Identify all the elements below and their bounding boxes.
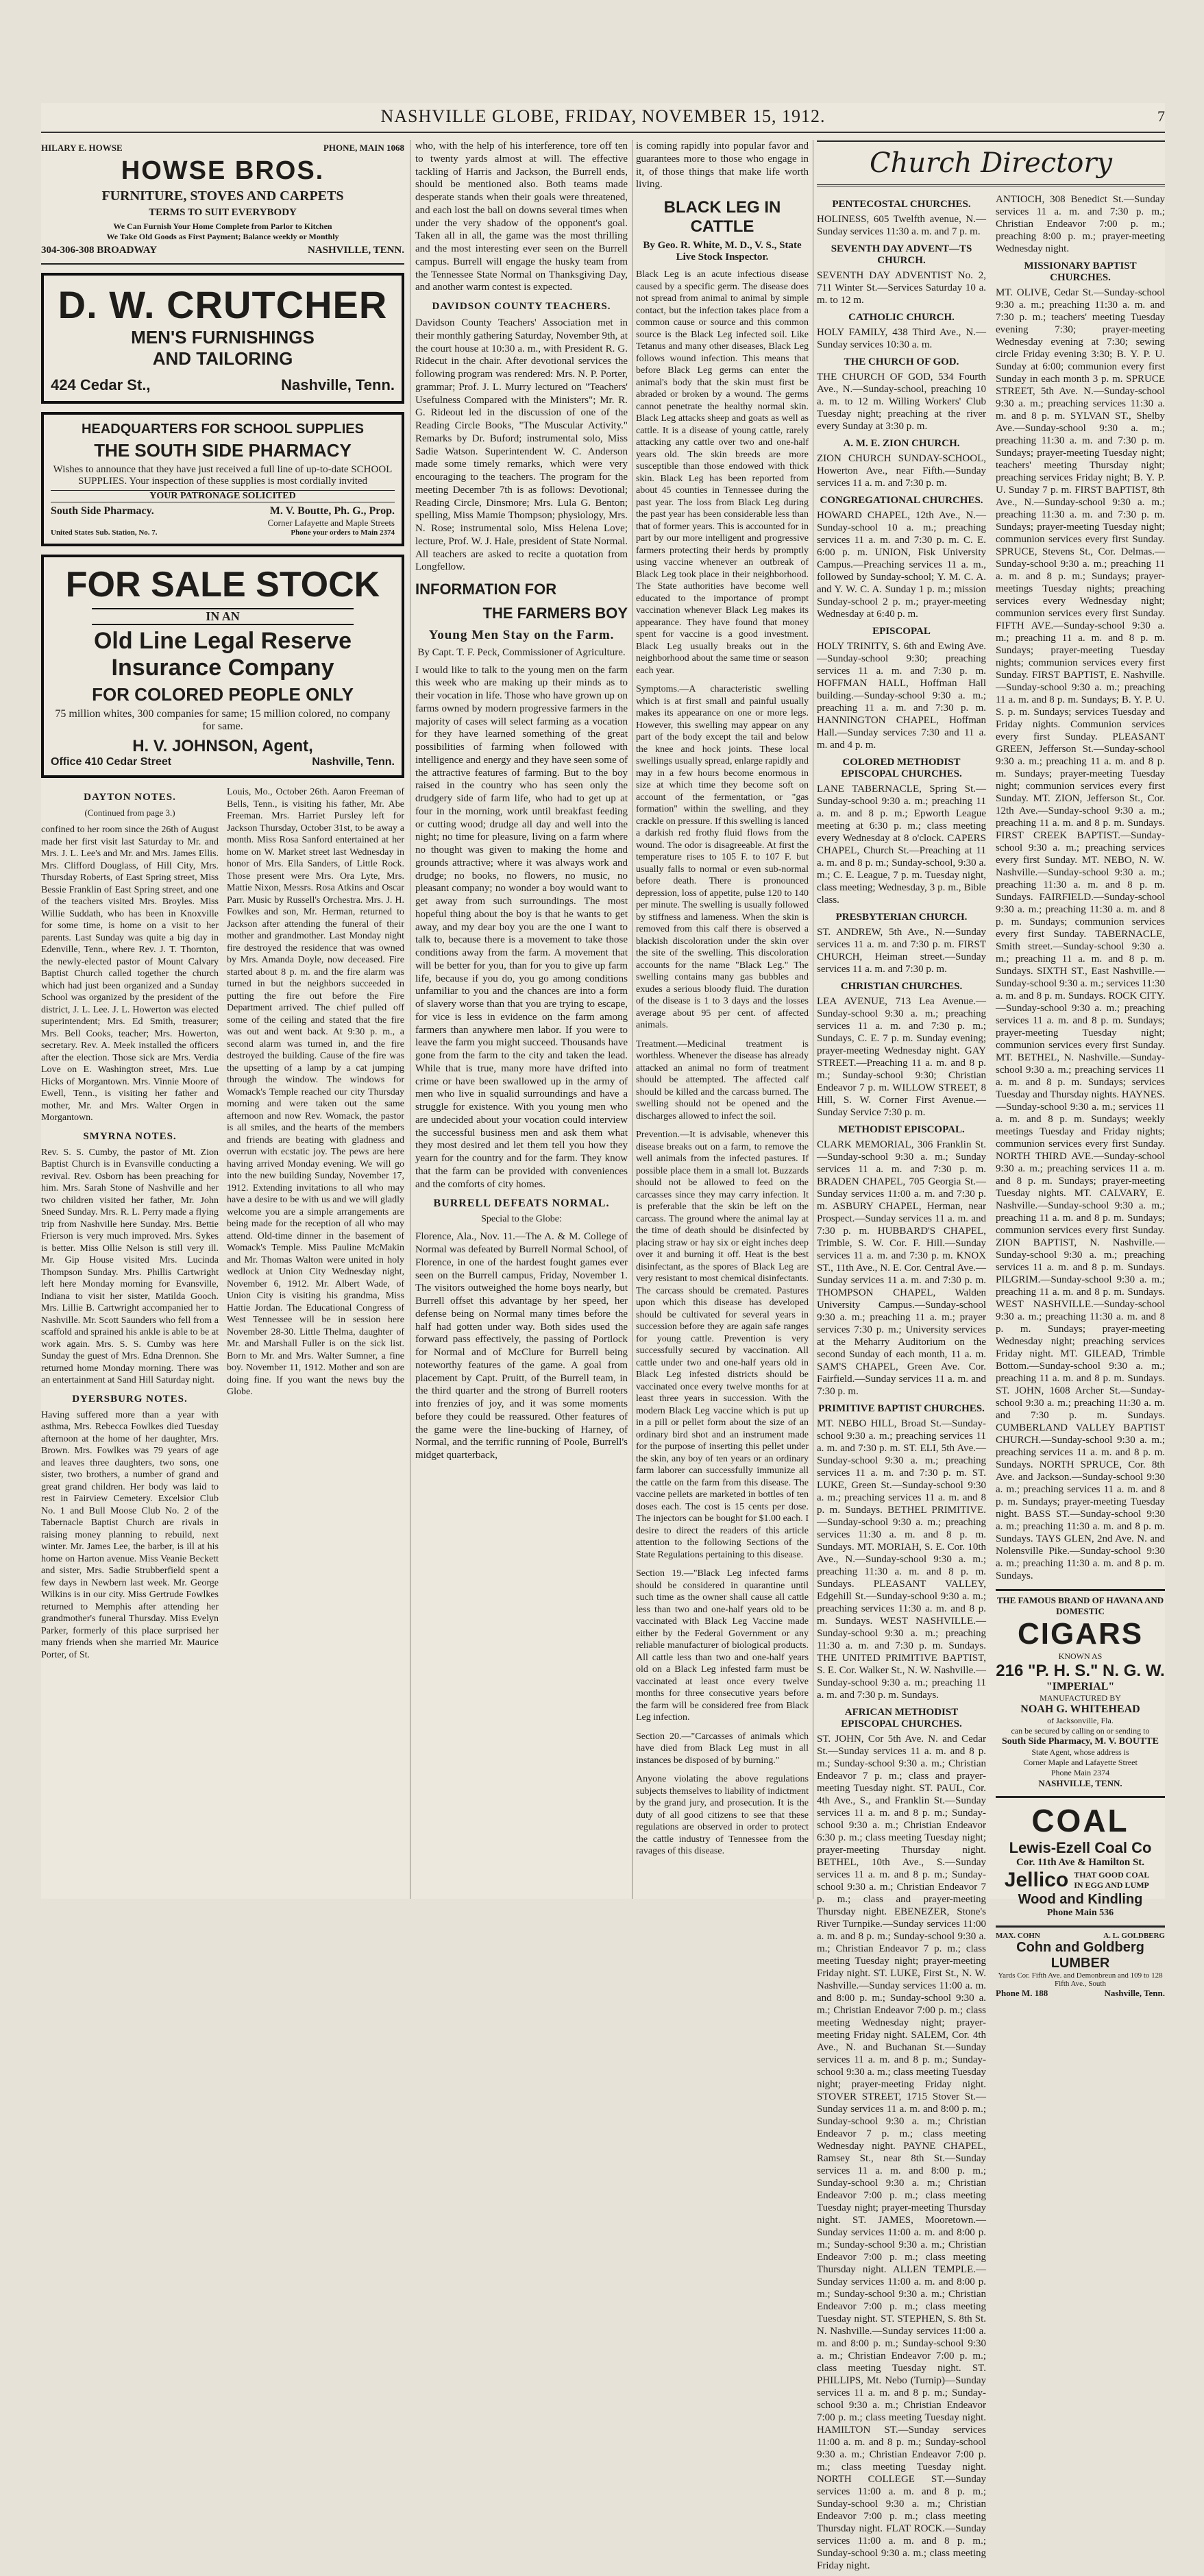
- crutcher-line1: MEN'S FURNISHINGS: [131, 327, 315, 348]
- dayton-text: confined to her room since the 26th of August made her first visit last Saturday to Mr. and Mrs. J. L. Lee's and Mr. and Mrs. James Ellis. Mrs. Clifford Douglass, of Hill City, Mrs. Thursday Roberts, of East Spring street, Miss Bessie Franklin of East Spring street, and one of the teachers visited Mrs. Broyles. Miss Willie Suddath, who has been in Knoxville for some time, is home on a visit to her parents. Last Sunday was quite a big day in Edenville, Tenn., where Rev. J. T. Thornton, the newly-elected pastor of Mount Calvary Baptist Church called together the church which had just been organized and a Sunday School was organized by the president of the district, J. L. Lee. J. L. Howerton was elected superintendent; Mrs. Ed Smith, treasurer; Mrs. Bell Cooks, teacher; Mrs. Howerton, secretary. Rev. A. Meek installed the officers after the election. Those sick are Mrs. Verdia Love on E. Washington street, Mrs. Lue Hicks of Morgantown. Mrs. Vinnie Moore of Ewell, Tenn., is visiting her father and mother, Mr. and Mrs. Walter Orgen in Morgantown.: [41, 825, 219, 1123]
- burrell-title: BURRELL DEFEATS NORMAL.: [433, 1198, 610, 1210]
- lumber-l1: Cohn and Goldberg: [1016, 1940, 1144, 1955]
- pharmacy-right: M. V. Boutte, Ph. G., Prop.: [269, 505, 395, 517]
- davidson-title: DAVIDSON COUNTY TEACHERS.: [432, 301, 611, 312]
- dyersburg-continued: Louis, Mo., October 26th. Aaron Freeman of Bells, Tenn., is visiting his father, Mr. Abe Freeman. Mrs. Harriet Pursley left for Jackson Thursday, October 31st, to be away a month. Miss Rosa Sanford entertained at her home on W. Market street last Wednesday in honor of Mrs. Ella Sanders, of Little Rock. Those present were Mrs. Ora Lyte, Mrs. Mattie Nixon, Messrs. Rosa Atkins and Oscar Parr. Music by Russell's Orchestra. Mrs. J. H. Fowlkes and son, Mr. Herman, returned to Jackson after attending the funeral of their mother and grandmother. Last Monday night fire destroyed the residence that was owned by Mrs. Amanda Doyle, now deceased. Fire started about 8 p. m. and the fire alarm was turned in but the neighbors succeeded in putting the fire out before the Fire Department arrived. The chief pulled off some of the ceiling and stated that the fire was out and went back. At 9:30 p. m., a second alarm was turned in, and the fire destroyed the building. Cause of the fire was the upsetting of a lamp by a cat jumping through the window. The windows for Womack's Temple reached our city Thursday morning and were taken out the same afternoon and now Rev. Womack, the pastor is all smiles, and the hearts of the members and friends are beating with gladness and overrun with ecstatic joy. The pews are here having arrived Monday evening. We will go into the new building Sunday, November 17, 1912. Extending invitations to all who may have a desire to be with us and we will gladly welcome you are a simple arrangements are being made for the reception of all who may attend. Old-time dinner in the basement of Womack's Temple. Miss Pauline McMakin and Mr. Thomas Walton were united in holy wedlock at Union City Wednesday night, November 6, 1912. Mr. Albert Wade, of Union City is visiting his grandma, Miss Hattie Jordan. The Educational Congress of West Tennessee will be in session here November 28-30. Little Thelma, daughter of Mr. and Marshall Fuller is on the sick list. Born to Mr. and Mrs. Walter Sumner, a fine boy. November 11, 1912. Mother and son are doing fine. If you want the news buy the Globe.: [227, 787, 404, 1397]
- insurance-ad: [41, 555, 404, 778]
- lumber-left: MAX. COHN: [996, 1932, 1040, 1940]
- ame-zion-entries: ZION CHURCH SUNDAY-SCHOOL, Howerton Ave., near Fifth.—Sunday services 11 a. m. and 7:30 p. m.: [817, 453, 986, 489]
- blackleg-symptoms: Symptoms.—A characteristic swelling which is at first small and painful usually makes its appearance on one or more legs. However, this swelling may appear on any part of the body except the tail and below the knee and hock joints. These local swellings usually spread, enlarge rapidly and may in a few hours become enormous in size at which time they become soft on account of the fermentation, or "gas formation" within the swelling, and they crackle on pressure. If this swelling is lanced a darkish red frothy fluid flows from the wound. The odor is disagreeable. At first the temperature rises to 105 F. to 107 F. but usually falls to normal or even sub-normal before death. There is pronounced depression, loss of appetite, pulse 120 to 140 per minute. The swelling is usually followed by stiffness and lameness. When the skin is removed from this calf there is observed a blackish discoloration under the skin over the site of the swelling. This discoloration accounts for the name "Black Leg." The swelling contains many gas bubbles and exudes a serious bloody fluid. The duration of the disease is 1 to 3 days and the losses average about 95 per cent. of affected animals.: [636, 684, 809, 1031]
- crutcher-address: 424 Cedar St.,: [51, 376, 151, 393]
- crutcher-ad: [41, 273, 404, 404]
- crutcher-name: D. W. CRUTCHER: [58, 283, 388, 326]
- insurance-city: Nashville, Tenn.: [312, 756, 395, 768]
- howse-address: 304-306-308 BROADWAY: [41, 245, 158, 256]
- dyersburg-title: DYERSBURG NOTES.: [72, 1393, 188, 1405]
- cme-entries: LANE TABERNACLE, Spring St.—Sunday-school 9:30 a. m.; preaching 11 a. m. and 8 p. m.; Epworth League meeting at 6:30 p. m.; class meeting every Wednesday at 8 o'clock. CAPERS CHAPEL, Church St.—Preaching at 11 a. m. and 8 p. m.; Sunday-school, 9:30 a. m.; C. E. League, 7 p. m. Tuesday night, class meeting; Wednesday, 3 p. m., Bible class.: [817, 783, 986, 906]
- ame-entries: ST. JOHN, Cor 5th Ave. N. and Cedar St.—Sunday services 11 a. m. and 8 p. m.; Sunday-school 9:30 a. m.; Christian Endeavor 7 p. m.; class and prayer-meeting Tuesday night. ST. PAUL, Cor. 4th Ave., S., and Franklin St.—Sunday services 11 a. m. and 8 p. m.; Sunday-school 9:30 a. m.; Christian Endeavor 6:30 p. m.; class meeting Tuesday night; prayer-meeting Thursday night. BETHEL, 10th Ave., S.—Sunday services 11 a. m. and 8 p. m.; Sunday-school 9:30 a. m.; Christian Endeavor 7 p. m.; class and prayer-meeting Thursday night. EBENEZER, Stone's River Turnpike.—Sunday services 11:00 a. m. and 8 p. m.; Sunday-school 9:30 a. m.; Christian Endeavor 7 p. m.; class meeting Tuesday night; prayer-meeting Friday night. ST. LUKE, First St., N. W. Nashville.—Sunday services 11:00 a. m. and 8:00 p. m.; Sunday-school 9:30 a. m.; Christian Endeavor 7:00 p. m.; class meeting Wednesday night; prayer-meeting Friday night. SALEM, Cor. 4th Ave., N. and Buchanan St.—Sunday services 11 a. m. and 8 p. m.; Sunday-school 9:30 a. m.; class meeting Tuesday night; prayer-meeting Friday night. STOVER STREET, 1715 Stover St.—Sunday services 11 a. m. and 8:00 p. m.; Sunday-school 9:30 a. m.; Christian Endeavor 7 p. m.; class meeting Wednesday night. PAYNE CHAPEL, Ramsey St., near 8th St.—Sunday services 11 a. m. and 8:00 p. m.; Sunday-school 9:30 a. m.; Christian Endeavor 7:00 p. m.; class meeting Tuesday night; prayer-meeting Thursday night. ST. JAMES, Mooretown.—Sunday services 11:00 a. m. and 8:00 p. m.; Sunday-school 9:30 a. m.; Christian Endeavor 7:00 p. m.; class meeting Thursday night. ALLEN TEMPLE.—Sunday services 11:00 a. m. and 8:00 p. m.; Sunday-school 9:30 a. m.; Christian Endeavor 7:00 p. m.; class meeting Tuesday night. ST. STEPHEN, S. 8th St. N. Nashville.—Sunday services 11:00 a. m. and 8:00 p. m.; Sunday-school 9:30 a. m.; Christian Endeavor 7:00 p. m.; class meeting Tuesday night. ST. PHILLIPS, Mt. Nebo (Turnip)—Sunday services 11 a. m. and 8 p. m.; Sunday-school 9:30 a. m.; Christian Endeavor 7:00 p. m.; class meeting Tuesday night. HAMILTON ST.—Sunday services 11:00 a. m. and 8 p. m.; Sunday-school 9:30 a. m.; Christian Endeavor 7:00 p. m.; class meeting Tuesday night. NORTH COLLEGE ST.—Sunday services 11:00 a. m. and 8 p. m.; Sunday-school 9:30 a. m.; Christian Endeavor 7:00 p. m.; class meeting Thursday night. FLAT ROCK.—Sunday services 11:00 a. m. and 8 p. m.; Sunday-school 9:30 a. m.; class meeting Friday night.: [817, 1734, 986, 2571]
- methodist-episcopal-heading: METHODIST EPISCOPAL.: [838, 1124, 965, 1135]
- info-headline-2: THE FARMERS BOY: [482, 605, 628, 622]
- howse-line3: We Can Furnish Your Home Complete from Parlor to Kitchen: [113, 221, 332, 231]
- cigars-l14: NASHVILLE, TENN.: [1038, 1778, 1122, 1788]
- pharmacy-name: THE SOUTH SIDE PHARMACY: [94, 440, 352, 461]
- cigars-l11: State Agent, whose address is: [1031, 1747, 1129, 1757]
- crutcher-line2: AND TAILORING: [152, 348, 293, 369]
- cigars-l6: MANUFACTURED BY: [1040, 1693, 1121, 1703]
- burrell-text: Florence, Ala., Nov. 11.—The A. & M. College of Normal was defeated by Burrell Normal School, of Florence, in one of the hardest fought games ever seen on the Burrell campus, Friday, November 1. The visitors outweighed the home boys nearly, but Burrell offset this advantage by her speed, her defense being on Normal many times before the half had gotten under way. Both sides used the forward pass effectively, the passing of Portlock for Normal and of McClure for Burrell being noteworthy features of the game. A goal from placement by Capt. Pruitt, of the Burrell team, in the third quarter and the strong of Burrell rooters into frenzies of joy, and it was some moments before they could be reassured. Other features of the game were the line-bucking of Harney, of Normal, and the terrific running of Poole, Burrell's midget quarterback,: [415, 1231, 628, 1461]
- cigars-l7: NOAH G. WHITEHEAD: [1020, 1703, 1140, 1715]
- column-3: [636, 140, 809, 1899]
- ame-heading: AFRICAN METHODIST EPISCOPAL CHURCHES.: [841, 1707, 962, 1729]
- pharmacy-solicit: YOUR PATRONAGE SOLICITED: [51, 490, 395, 502]
- cigars-l8: of Jacksonville, Fla.: [1047, 1716, 1114, 1725]
- news-columns: [41, 786, 404, 1668]
- antioch-entry: ANTIOCH, 308 Benedict St.—Sunday services 11 a. m. and 7:30 p. m.; Christian Endeavor 7:00 p. m.; preaching 8:00 p. m.; prayer-meeting Wednesday night.: [996, 194, 1165, 254]
- blackleg-section-19: Section 19.—"Black Leg infected farms should be considered in quarantine until such time as the owner shall cause all cattle less than two and one-half years old to be vaccinated with Black Leg Vaccine made either by the Federal Government or any reliable manufacturer of biological products. All cattle less than two and one-half years old on a Black Leg infested farm must be vaccinated at least once every twelve months for three consecutive years before the farm will be considered free from Black Leg infection.: [636, 1568, 809, 1723]
- catholic-heading: CATHOLIC CHURCH.: [848, 312, 955, 323]
- blackleg-prevention: Prevention.—It is advisable, whenever this disease breaks out on a farm, to remove the well animals from the infected pastures. If possible place them in a small lot. Buzzards should not be allowed to feed on the carcasses since they may carry infection. It is preferable that the skin be left on the carcass. The ground where the animal lay at the time of death should be disinfected by placing straw or hay six or eight inches deep over it and burning it off. Heat is the best disinfectant, as the spores of Black Leg are very resistant to most chemical disinfectants. The carcass should be cremated. Pastures upon which this disease has developed should be cultivated for several years in succession before they are again safe ranges for young cattle. Prevention is very successfully secured by vaccination. All cattle under two and one-half years old in Black Leg infested districts should be vaccinated once every twelve months for at least three years in succession. With the modern Black Leg vaccine which is put up in a pill or pellet form about the size of an ordinary bird shot and an instrument made for the purpose of inserting this pellet under the skin, any boy of ten years or an ordinary farm laborer can successfully immunize all the cattle on the farm from this disease. The vaccine pellets are marketed in bottles of ten doses each. The cost is 15 cents per dose. The injectors can be bought for $1.00 each. I desire to direct the readers of this article attention to the following Sections of the State Regulations pertaining to this disease.: [636, 1130, 809, 1560]
- christian-entries: LEA AVENUE, 713 Lea Avenue.—Sunday-school 9:30 a. m.; preaching services 11 a. m. and 7:30 p. m.; Sundays, C. E. 7 p. m. Sunday evening; prayer-meeting Wednesday night. GAY STREET.—Preaching 11 a. m. and 8 p. m.; Sunday-school 9:30; Christian Endeavor 7 p. m. WILLOW STREET, 8 Hill, S. W. Corner First Avenue.—Sunday Service 7:30 p. m.: [817, 996, 986, 1118]
- congregational-entries: HOWARD CHAPEL, 12th Ave., N.—Sunday-school 10 a. m.; preaching services 11 a. m. and 7:30 p. m. C. E. 6:00 p. m. UNION, Fisk University Campus.—Preaching services 11 a. m., followed by Sunday-school; Y. M. C. A. and Y. W. C. A. Sunday 1 p. m.; mission Sunday-school 2 p. m.; prayer-meeting Wednesday at 6:40 p. m.: [817, 510, 986, 620]
- howse-line2: TERMS TO SUIT EVERYBODY: [149, 207, 297, 218]
- primitive-baptist-entries: MT. NEBO HILL, Broad St.—Sunday-school 9:30 a. m.; preaching services 11 a. m. and 7:30 p. m. ST. ELI, 5th Ave.—Sunday-school 9:30 a. m.; preaching services 11 a. m. and 7:30 p. m. ST. LUKE, Green St.—Sunday-school 9:30 a. m.; preaching services 11 a. m. and 8 p. m. Sundays. BETHEL PRIMITIVE.—Sunday-school 9:30 a. m.; preaching services 11:30 a. m. and 8 p. m. Sundays. MT. MORIAH, S. E. Cor. 10th Ave., N.—Sunday-school 9:30 a. m.; preaching 11:30 a. m. and 8 p. m. Sundays. PLEASANT VALLEY, Edgehill St.—Sunday-school 9:30 a. m.; preaching services 11:30 a. m. and 8 p. m. Sundays. WEST NASHVILLE.—Sunday-school 9:30 a. m.; preaching 11:30 a. m. and 7:30 p. m. Sundays. THE UNITED PRIMITIVE BAPTIST, S. E. Cor. Walker St., N. W. Nashville.—Sunday-school 9:30 a. m.; preaching 11 a. m. and 7:30 p. m. Sundays.: [817, 1418, 986, 1701]
- insurance-in-an: IN AN: [92, 608, 354, 625]
- burrell-special: Special to the Globe:: [481, 1214, 562, 1225]
- info-headline-1: INFORMATION FOR: [415, 581, 557, 598]
- coal-l7: Phone Main 536: [1046, 1908, 1114, 1918]
- football-continued: who, with the help of his interference, tore off ten to twenty yards almost at will. The effective tackling of Harris and Jackson, the Burrell ends, should be mentioned also. Both teams made desperate stands when their goals were threatened, and each lost the ball on downs several times when under the very shadow of the opponent's goal. Taken all in all, the game was the most thrilling and the most interesting ever seen on the Burrell campus. Burrell will engage the husky team from the Tennessee State Normal on Thanksgiving Day, and another warm contest is expected.: [415, 141, 628, 293]
- lumber-l2: LUMBER: [1051, 1956, 1110, 1971]
- howse-phone: PHONE, MAIN 1068: [323, 143, 404, 153]
- smyrna-text: Rev. S. S. Cumby, the pastor of Mt. Zion Baptist Church is in Evansville conducting a revival. Rev. Osborn has been preaching for him. Mrs. Sarah Stone of Nashville and her two children visited her father, Mr. John Sneed Sunday. Mrs. R. L. Perry made a flying trip from Nashville here Sunday. Mrs. Bettie Frierson is very much improved. Mrs. Sykes is better. Miss Ollie Nelson is still very ill. Mr. Gip House visited Mrs. Lucinda Thompson Sunday. Mrs. Phillis Cartwright left here Monday morning for Evansville, Indiana to visit her sister, Matilda Gooch. Mrs. Lillie B. Cartwright accompanied her to Nashville. Mr. Scott Saunders who fell from a scaffold and sprained his ankle is able to be at work again. Mrs. S. S. Cumby was here Sunday the guest of Mrs. Edna Drennon. She returned home Monday morning. There was an entertainment at Sand Hill Saturday night.: [41, 1147, 219, 1385]
- insurance-agent: H. V. JOHNSON, Agent,: [132, 737, 313, 755]
- blackleg-treatment: Treatment.—Medicinal treatment is worthless. Whenever the disease has already attacked an animal no form of treatment should be attempted. The affected calf should be killed and the carcass burned. The swelling should not be opened and the discharges allowed to infect the soil.: [636, 1038, 809, 1121]
- pharmacy-corner: Corner Lafayette and Maple Streets: [267, 518, 395, 528]
- church-directory-title: Church Directory: [817, 140, 1165, 186]
- church-of-god-heading: THE CHURCH OF GOD.: [844, 356, 959, 367]
- coal-l3: Cor. 11th Ave & Hamilton St.: [1016, 1857, 1145, 1868]
- lumber-l3: Yards Cor. Fifth Ave. and Demonbreun and 109 to 128 Fifth Ave., South: [998, 1971, 1163, 1988]
- lumber-ad: [996, 1925, 1165, 1999]
- church-column-right: [996, 193, 1165, 2576]
- ame-zion-heading: A. M. E. ZION CHURCH.: [843, 438, 960, 449]
- episcopal-heading: EPISCOPAL: [872, 626, 931, 637]
- farm-continued: is coming rapidly into popular favor and guarantees more to those who engage in it, of those things that make life worth living.: [636, 141, 809, 191]
- blackleg-section-20: Section 20.—"Carcasses of animals which have died from Black Leg must in all instances be disposed of by burning.": [636, 1731, 809, 1766]
- insurance-line2: Insurance Company: [111, 655, 334, 681]
- presbyterian-entries: ST. ANDREW, 5th Ave., N.—Sunday services 11 a. m. and 7:30 p. m. FIRST CHURCH, Heiman street.—Sunday services 11 a. m. and 7:30 p. m.: [817, 927, 986, 975]
- cigars-ad: [996, 1589, 1165, 1789]
- church-column-left: [817, 193, 986, 2576]
- pharmacy-left: South Side Pharmacy.: [51, 505, 154, 517]
- pentecostal-entries: HOLINESS, 605 Twelfth avenue, N.—Sunday services 11:30 a. m. and 7 p. m.: [817, 214, 986, 237]
- column-4: [817, 140, 1165, 2571]
- methodist-episcopal-entries: CLARK MEMORIAL, 306 Franklin St.—Sunday-school 9:30 a. m.; Sunday services 11 a. m. and 7:30 p. m. BRADEN CHAPEL, 705 Georgia St.—Sunday services 11:00 a. m. and 7:30 p. m. ASBURY CHAPEL, Herman, near Prospect.—Sunday services 11 a. m. and 7:30 p. m. HUBBARD'S CHAPEL, Trimble, S. W. Cor. F. Hill.—Sunday services 11 a. m. and 7:30 p. m. KNOX ST., 11th Ave., N. E. Cor. Central Ave.—Sunday services 11 a. m. and 7:30 p. m. THOMPSON CHAPEL, Walden University Campus.—Sunday-school 9:30 a. m.; preaching 11 a. m.; prayer services 7:30 p. m.; University services at the Meharry Auditorium on the second Sunday of each month, 11 a. m. SAM'S CHAPEL, Green Ave. Cor. Fairfield.—Sunday services 11 a. m. and 7:30 p. m.: [817, 1139, 986, 1397]
- missionary-baptist-entries: MT. OLIVE, Cedar St.—Sunday-school 9:30 a. m.; preaching 11:30 a. m. and 7:30 p. m.; teachers' meeting Tuesday evening 7:30; prayer-meeting Wednesday evening at 7:30; sewing circle Friday evening 3:30; B. Y. P. U. Sunday at 6:00; communion every first Sunday in each month 3 p. m. SPRUCE STREET, 5th Ave. N.—Sunday-school 9:30 a. m.; preaching services 11:30 a. m. and 8 p. m. SYLVAN ST., Shelby Ave.—Sunday-school 9:30 a. m.; preaching 11:30 a. m. and 7:30 p. m. Sundays; prayer-meeting Tuesday night; teachers' meeting Thursday night; preaching services Friday night; B. Y. P. U. Sunday 7 p. m. FIRST BAPTIST, 8th Ave., N.—Sunday-school 9:30 a. m.; preaching 11:30 a. m. and 7:30 p. m. Sundays; prayer-meeting Tuesday night; communion services every first Sunday. SPRUCE, Stevens St., Cor. Delmas.—Sunday-school 9:30 a. m.; preaching 11 a. m. and 8 p. m.; Sundays; prayer-meetings Tuesday nights; preaching services every Wednesday night; communion services every first Sunday. FIFTH AVE.—Sunday-school 9:30 a. m.; preaching 11 a. m. and 8 p. m. Sundays; prayer-meeting Tuesday nights; communion services every first Sunday. FIRST BAPTIST, E. Nashville.—Sunday-school 9:30 a. m.; preaching 11 a. m. and 8 p. m. Sundays; B. Y. P. U. S. p. m. Sundays; services Tuesday and Friday nights. Communion services every first Sunday. PLEASANT GREEN, Jefferson St.—Sunday-school 9:30 a. m.; preaching 11 a. m. and 8 p. m. Sundays; prayer-meeting Tuesday night; communion services every first Sunday. MT. ZION, Jefferson St., Cor. 12th Ave.—Sunday-school 9:30 a. m.; preaching 11 a. m. and 8 p. m. Sundays. FIRST CREEK BAPTIST.—Sunday-school 9:30 a. m.; preaching services every first Sunday. MT. NEBO, N. W. Nashville.—Sunday-school 9:30 a. m.; preaching 11:30 a. m. and 8 p. m. Sundays. FAIRFIELD.—Sunday-school 9:30 a. m.; preaching 11:30 a. m. and 8 p. m. Sundays; communion services every first Sunday. TABERNACLE, Smith street.—Sunday-school 9:30 a. m.; preaching 11 a. m. and 8 p. m. Sundays. SIXTH ST., East Nashville.—Sunday-school 9:30 a. m.; services 11:30 a. m. and 8 p. m. Sundays. ROCK CITY.—Sunday-school 9:30 a. m.; preaching services 11 a. m. and 8 p. m. Sundays; prayer-meeting Tuesday night; communion services every first Sunday. MT. BETHEL, N. Nashville.—Sunday-school 9:30 a. m.; preaching services 11 a. m. and 8 p. m. Sundays; services Tuesday and Thursday nights. HAYNES.—Sunday-school 9:30 a. m.; services 11 a. m. and 8 p. m. Sundays; weekly meetings Tuesday and Friday nights; communion services every first Sunday. NORTH THIRD AVE.—Sunday-school 9:30 a. m.; preaching services 11 a. m. and 8 p. m. Sundays; prayer-meeting Tuesday nights. MT. CALVARY, E. Nashville.—Sunday-school 9:30 a. m.; preaching 11 a. m. and 8 p. m. Sundays; communion services every first Sunday. ZION BAPTIST, N. Nashville.—Sunday-school 9:30 a. m.; preaching services 11 a. m. and 8 p. m. Sundays. PILGRIM.—Sunday-school 9:30 a. m.; preaching 11 a. m. and 8 p. m. Sundays. WEST NASHVILLE.—Sunday-school 9:30 a. m.; preaching 11:30 a. m. and 8 p. m. Sundays; prayer-meeting Wednesday night; preaching services Friday night. MT. GILEAD, Trimble Bottom.—Sunday-school 9:30 a. m.; preaching 11 a. m. and 8 p. m. Sundays. ST. JOHN, 1608 Archer St.—Sunday-school 9:30 a. m.; preaching 11:30 a. m. and 7:30 p. m. Sundays. CUMBERLAND VALLEY BAPTIST CHURCH.—Sunday-school 9:30 a. m.; preaching services 11 a. m. and 8 p. m. Sundays. NORTH SPRUCE, Cor. 8th Ave. and Jackson.—Sunday-school 9:30 a. m.; preaching services 11 a. m. and 8 p. m. Sundays; prayer-meeting Tuesday night. BASS ST.—Sunday-school 9:30 a. m.; preaching 11:30 a. m. and 8 p. m. Sundays. TAYS GLEN, 2nd Ave. N. and Nolensville Pike.—Sunday-school 9:30 a. m.; preaching 11:30 a. m. and 8 p. m. Sundays.: [996, 287, 1165, 1581]
- news-column-left: [41, 786, 219, 1668]
- davidson-text: Davidson County Teachers' Association met in their monthly gathering Saturday, November 9th, at the court house at 10:30 a. m., with President R. G. Ridecut in the chair. After devotional services the following program was rendered: Mrs. N. P. Porter, grammar; Prof. J. L. Murry lectured on "Teachers' Usefulness Compared with the Ministers"; Mr. R. G. Rideout led in the discussion of one of the Reading Circle Books, "The Muscular Activity." Remarks by Dr. Buford; instrumental solo, Miss Sadie Watson. Superintendent W. C. Anderson made some timely remarks, which were very encouraging to the teachers. The program for the meeting December 7th is as follows: Devotional; Reading Circle, Dinsmore; Mrs. Lula G. Benton; spelling, Miss Mamie Thompson; physiology, Mrs. N. Rose; instrumental solo, Miss Helena Love; lecture, Prof. W. J. Hale, president of State Normal. All teachers are asked to recite a quotation from Longfellow.: [415, 317, 628, 573]
- masthead: [41, 103, 1165, 130]
- cigars-l2: CIGARS: [1017, 1617, 1144, 1651]
- pharmacy-body: Wishes to announce that they have just received a full line of up-to-date SCHOOL SUPPLIES. Your inspection of these supplies is most cordially invited: [53, 464, 393, 487]
- cigars-l3: KNOWN AS: [1058, 1651, 1103, 1661]
- column-2: [415, 140, 628, 1899]
- presbyterian-heading: PRESBYTERIAN CHURCH.: [835, 912, 968, 923]
- coal-l5: THAT GOOD COAL IN EGG AND LUMP: [1074, 1870, 1149, 1890]
- pharmacy-foot-right: Phone your orders to Main 2374: [291, 528, 395, 537]
- cigars-l5: "IMPERIAL": [1046, 1681, 1115, 1692]
- howse-proprietor: HILARY E. HOWSE: [41, 143, 123, 153]
- dayton-title: DAYTON NOTES.: [84, 792, 176, 803]
- news-column-right: [227, 786, 404, 1668]
- missionary-baptist-heading: MISSIONARY BAPTIST CHURCHES.: [1024, 260, 1137, 283]
- cigars-l13: Phone Main 2374: [1051, 1768, 1110, 1777]
- sda-heading: SEVENTH DAY ADVENT—TS CHURCH.: [831, 243, 972, 266]
- primitive-baptist-heading: PRIMITIVE BAPTIST CHURCHES.: [818, 1403, 985, 1414]
- newspaper-page: [41, 103, 1165, 2571]
- pharmacy-ad: [41, 412, 404, 546]
- lumber-l4: Phone M. 188: [996, 1988, 1048, 1998]
- crutcher-city: Nashville, Tenn.: [281, 376, 395, 393]
- pharmacy-head: HEADQUARTERS FOR SCHOOL SUPPLIES: [82, 422, 364, 437]
- cigars-l1: THE FAMOUS BRAND OF HAVANA AND DOMESTIC: [996, 1595, 1164, 1616]
- dayton-cont: (Continued from page 3.): [84, 807, 175, 818]
- catholic-entries: HOLY FAMILY, 438 Third Ave., N.—Sunday services 10:30 a. m.: [817, 327, 986, 350]
- howse-bros-ad: [41, 140, 404, 265]
- cigars-l10: South Side Pharmacy, M. V. BOUTTE: [1002, 1736, 1159, 1747]
- column-1: [41, 140, 404, 1899]
- church-directory: [817, 193, 1165, 2576]
- insurance-line4: 75 million whites, 300 companies for same; 15 million colored, no company for same.: [55, 708, 391, 732]
- insurance-head: FOR SALE STOCK: [65, 565, 380, 605]
- dyersburg-text: Having suffered more than a year with asthma, Mrs. Rebecca Fowlkes died Tuesday afternoon at the home of her daughter, Mrs. Brown. Mrs. Fowlkes was 79 years of age and leaves three daughters, two sons, one sister, two brothers, a number of grand and great grand children. Her body was laid to rest in Fairview Cemetery. Excelsior Club No. 1 and Bull Moose Club No. 2 of the Tabernacle Baptist Church are rivals in raising money planning to rebuild, next winter. Mr. James Lee, the barber, is ill at his home on Harton avenue. Miss Veanie Beckett and sister, Mrs. Sadie Strubberfield spent a few days in Newbern last week. Mr. George Wilkins is in our city. Miss Gertrude Fowlkes returned to Memphis after attending her grandmother's funeral Thursday. Miss Evelyn Parker, formerly of this place surprised her many friends when she married Mr. Maurice Porter, of St.: [41, 1409, 219, 1660]
- page-number: 7: [1157, 108, 1165, 125]
- smyrna-title: SMYRNA NOTES.: [83, 1130, 177, 1142]
- masthead-title: NASHVILLE GLOBE, FRIDAY, NOVEMBER 15, 1912.: [380, 106, 826, 126]
- cme-heading: COLORED METHODIST EPISCOPAL CHURCHES.: [841, 757, 962, 779]
- cigars-l9: can be secured by calling on or sending to: [1011, 1726, 1150, 1736]
- christian-heading: CHRISTIAN CHURCHES.: [840, 981, 963, 992]
- insurance-office: Office 410 Cedar Street: [51, 756, 172, 768]
- masthead-rule: [41, 132, 1165, 133]
- blackleg-closing: Anyone violating the above regulations subjects themselves to liability of indictment by the grand jury, and prosecution. It is the duty of all good citizens to see that these regulations are observed in order to protect the cattle industry of Tennessee from the ravages of this disease.: [636, 1774, 809, 1857]
- blackleg-text-1: Black Leg is an acute infectious disease caused by a specific germ. The disease does not spread from animal to animal by simple contact, but the infection takes place from a common cause or source and this common source is the Black Leg infected soil. Like Tetanus and many other diseases, Black Leg follows wound infection. This means that before Black Leg germs can enter the animal's body that the skin must first be abraded or broken by a wound. The germs cannot penetrate the healthy normal skin. Black Leg attacks sheep and goats as well as cattle. It is a disease of young cattle, rarely attacking any cattle over two and one-half years old. The skin breeds are more susceptible than those endowed with thick skin. Black Leg has been reported from about 45 counties in Tennessee during the past year. The loss from Black Leg during the past year has been considerable less than that of former years. This is accounted for in part by our more intelligent and progressive farmers protecting their herds by promptly using vaccine whenever an outbreak of Black Leg took place in their neighborhood. The State authorities have become well educated to the importance of prompt vaccination whenever Black Leg makes its appearance. They have found that money spent for vaccine is a good investment. Black Leg usually breaks out in the neighborhood about the same time or season each year.: [636, 269, 809, 676]
- lumber-l5: Nashville, Tenn.: [1104, 1988, 1165, 1998]
- sda-entries: SEVENTH DAY ADVENTIST No. 2, 711 Winter St.—Services Saturday 10 a. m. to 12 m.: [817, 270, 986, 306]
- pharmacy-foot-left: United States Sub. Station, No. 7.: [51, 528, 158, 537]
- church-of-god-entries: THE CHURCH OF GOD, 534 Fourth Ave., N.—Sunday-school, preaching 10 a. m. to 12 m. Willing Workers' Club Tuesday night; preaching at the river every Sunday at 3:30 p. m.: [817, 372, 986, 432]
- coal-l2: Lewis-Ezell Coal Co: [1009, 1839, 1152, 1856]
- congregational-heading: CONGREGATIONAL CHURCHES.: [820, 495, 983, 506]
- coal-l1: COAL: [1031, 1803, 1129, 1838]
- info-byline: By Capt. T. F. Peck, Commissioner of Agriculture.: [417, 646, 626, 658]
- lumber-right: A. L. GOLDBERG: [1103, 1932, 1165, 1940]
- insurance-line3: FOR COLORED PEOPLE ONLY: [92, 684, 354, 705]
- coal-l4: Jellico: [1004, 1869, 1069, 1891]
- pentecostal-heading: PENTECOSTAL CHURCHES.: [832, 199, 971, 210]
- episcopal-entries: HOLY TRINITY, S. 6th and Ewing Ave.—Sunday-school 9:30; preaching services 11 a. m. and 7:30 p. m. HOFFMAN HALL, Hoffman Hall building.—Sunday-school 9:30 a. m.; preaching 11 a. m. and 7:30 p. m. HANNINGTON CHAPEL, Hoffman Hall.—Sunday services 7:30 and 11 a. m. and 4 p. m.: [817, 641, 986, 751]
- howse-line1: FURNITURE, STOVES AND CARPETS: [101, 189, 344, 204]
- cigars-l4: 216 "P. H. S." N. G. W.: [996, 1662, 1165, 1680]
- info-subhead: Young Men Stay on the Farm.: [428, 627, 615, 642]
- coal-l6: Wood and Kindling: [1018, 1892, 1143, 1907]
- howse-city: NASHVILLE, TENN.: [307, 245, 404, 256]
- coal-ad: [996, 1796, 1165, 1919]
- blackleg-headline: BLACK LEG IN CATTLE: [663, 198, 781, 236]
- info-text: I would like to talk to the young men on the farm this week who are making up their minds as to their vocation in life. Those who have grown up on farms owned by modern progressive farmers in the majority of cases will select farming as a vocation for they have learned something of the great possibilities of farming when followed with intelligence and energy and they have seen some of the attractive features of farming. But to the boy raised in the country who has seen only the drudgery side of farm life, who had to get up at four in the morning, work until breakfast feeding or cutting wood; drudge all day and well into the night; no time for pleasure, living on a farm where no thought was given to making the home and grounds attractive; where it was always work and drudge; no books, no flowers, no music, no pleasant company; no wonder a boy would want to get away from such surroundings. The most hopeful thing about the boy is that he wants to get away, and my dear boy you are the one I want to talk to, because there is a movement to take those conditions away from the farm. A movement that will be better for you, than for you to give up farm life, because if you do, you go among conditions unfamiliar to you and the chances are into a form of slavery worse than that you are trying to escape, for vice is less in evidence on the farm among farmers than anywhere men labor. If you were to leave the farm you might succeed. Thousands have gone from the farm to the city and taken the lead. While that is true, many more have drifted into crime or have been swallowed up in the army of men who live in squalid surroundings and have a struggle for existence. With you young men who are undecided about your vocation could interview the successful business men and ask them what they most desired and let them tell you how they yearn for the country and for the farm. They know that the farm can be provided with conveniences and the comforts of city homes.: [415, 664, 628, 1190]
- blackleg-byline: By Geo. R. White, M. D., V. S., State Live Stock Inspector.: [643, 240, 802, 263]
- howse-name: HOWSE BROS.: [121, 156, 325, 185]
- insurance-line1: Old Line Legal Reserve: [93, 628, 352, 654]
- cigars-l12: Corner Maple and Lafayette Street: [1023, 1758, 1138, 1767]
- howse-line4: We Take Old Goods as First Payment; Balance weekly or Monthly: [106, 232, 339, 241]
